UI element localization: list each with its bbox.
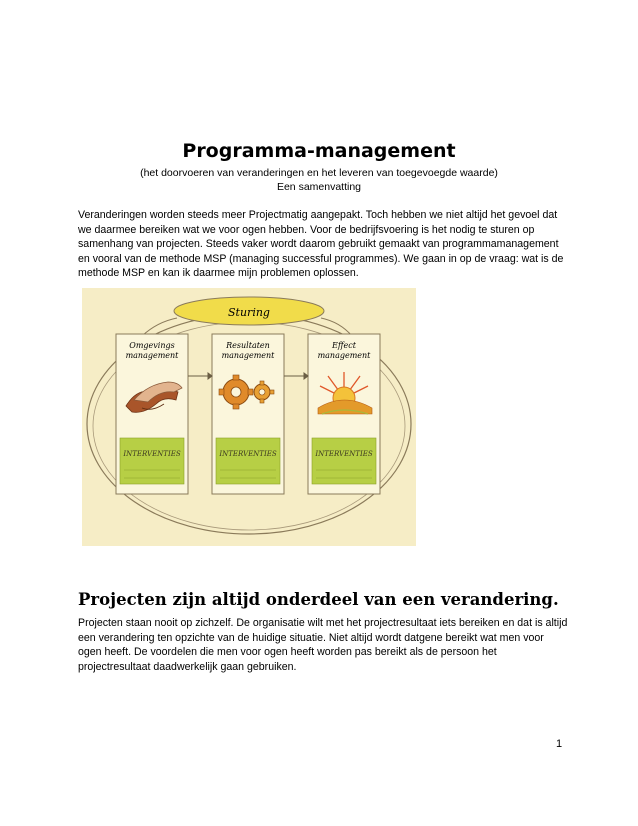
msp-diagram-figure bbox=[82, 288, 416, 546]
grass-patch-3 bbox=[312, 438, 376, 484]
column-label-effect-2: management bbox=[317, 351, 371, 360]
document-subtitle: (het doorvoeren van veranderingen en het leveren van toegevoegde waarde) bbox=[140, 167, 498, 179]
interventies-label-3: INTERVENTIES bbox=[315, 450, 373, 458]
document-subtitle-summary: Een samenvatting bbox=[276, 181, 362, 193]
column-label-resultaten-2: management bbox=[221, 351, 275, 360]
column-label-omgevings-2: management bbox=[125, 351, 179, 360]
sturing-label: Sturing bbox=[228, 306, 270, 319]
column-label-resultaten: Resultaten bbox=[226, 341, 270, 350]
msp-diagram bbox=[82, 288, 416, 546]
grass-patch-2 bbox=[216, 438, 280, 484]
arrow-1 bbox=[188, 373, 212, 379]
interventies-label-1: INTERVENTIES bbox=[123, 450, 181, 458]
intro-paragraph: Veranderingen worden steeds meer Projectmatig aangepakt. Toch hebben we niet altijd het gevoel dat we daarmee bereiken wat we voor ogen hebben. Voor de bedrijfsvoering is het nodig te sturen op samenhang van projecten. Steeds vaker wordt daarom gebruikt gemaakt van programmamanagement en vooral van de methode MSP (managing successful programmes). We gaan in op de vraag: wat is de methode MSP en kan ik daarmee mijn problemen oplossen. bbox=[78, 209, 564, 280]
section-paragraph: Projecten staan nooit op zichzelf. De organisatie wilt met het projectresultaat iets bereiken en dat is altijd een verandering ten opzichte van de huidige situatie. Niet altijd wordt datgene bereikt wat men voor ogen heeft. De voordelen die men voor ogen heeft worden pas bereikt als de persoon het projectresultaat daadwerkelijk gaan gebruiken. bbox=[78, 617, 568, 673]
section-heading: Projecten zijn altijd onderdeel van een verandering. bbox=[78, 590, 559, 609]
column-label-omgevings: Omgevings bbox=[129, 341, 175, 350]
grass-patch-1 bbox=[120, 438, 184, 484]
column-label-effect: Effect bbox=[332, 341, 356, 350]
page-number: 1 bbox=[556, 738, 563, 750]
arrow-2 bbox=[284, 373, 308, 379]
document-title: Programma-management bbox=[182, 140, 456, 162]
interventies-label-2: INTERVENTIES bbox=[219, 450, 277, 458]
